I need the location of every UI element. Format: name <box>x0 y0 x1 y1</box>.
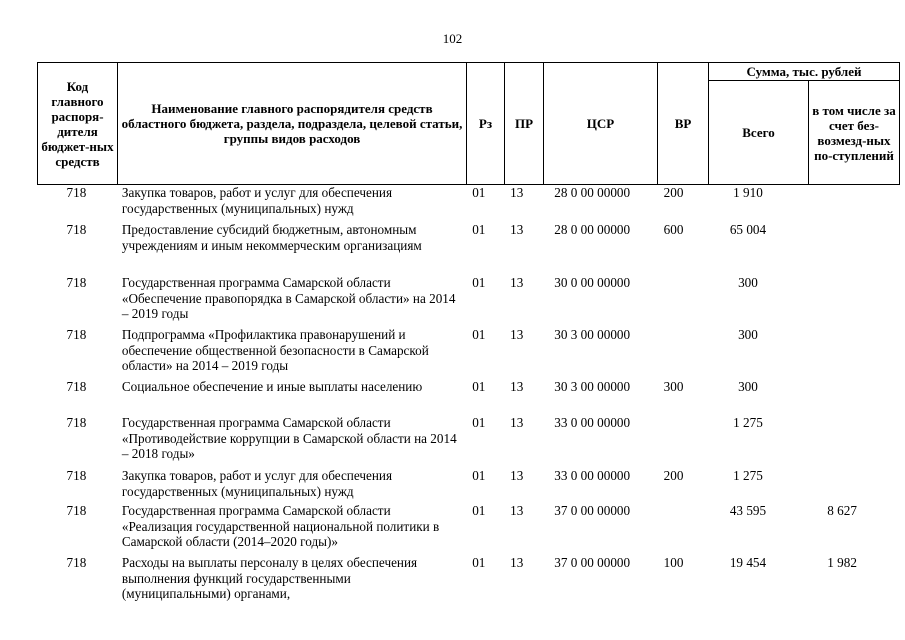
row-name: Закупка товаров, работ и услуг для обеспечения государственных (муниципальных) нужд <box>121 468 393 499</box>
table-row <box>37 327 887 379</box>
row-pr: 13 <box>510 185 524 200</box>
row-free: 1 982 <box>827 555 857 570</box>
table-row <box>37 275 887 327</box>
row-free <box>797 327 887 379</box>
header-rz: Рз <box>467 63 505 185</box>
header-name: Наименование главного распорядителя средств областного бюджета, раздела, подраздела, целевой статьи, группы видов расходов <box>118 63 467 185</box>
row-free <box>797 222 887 275</box>
row-total: 300 <box>738 327 758 342</box>
row-name: Государственная программа Самарской области «Реализация государственной национальной политики в Самарской области (2014–2020 годы)» <box>121 503 440 549</box>
row-rz: 01 <box>472 415 486 430</box>
row-rz: 01 <box>472 327 486 342</box>
row-name: Закупка товаров, работ и услуг для обеспечения государственных (муниципальных) нужд <box>121 185 393 216</box>
row-rz: 01 <box>472 555 486 570</box>
row-csr: 37 0 00 00000 <box>554 555 631 570</box>
row-rz: 01 <box>472 379 486 394</box>
row-free <box>797 415 887 468</box>
table-row <box>37 185 887 222</box>
header-code: Код главного распоря-дителя бюджет-ных средств <box>38 63 118 185</box>
row-code: 718 <box>66 222 87 237</box>
row-free <box>797 275 887 327</box>
row-total: 43 595 <box>729 503 767 518</box>
row-name: Подпрограмма «Профилактика правонарушений и обеспечение общественной безопасности в Самарской области» на 2014 – 2019 годы <box>121 327 429 373</box>
row-free: 8 627 <box>827 503 857 518</box>
row-csr: 28 0 00 00000 <box>554 185 631 200</box>
row-pr: 13 <box>510 327 524 342</box>
row-free <box>797 185 887 222</box>
header-total: Всего <box>709 81 809 185</box>
row-total: 1 275 <box>733 415 763 430</box>
row-csr: 33 0 00 00000 <box>554 468 631 483</box>
header-pr: ПР <box>505 63 544 185</box>
row-vr <box>648 415 698 468</box>
table-row <box>37 503 887 555</box>
row-csr: 30 0 00 00000 <box>554 275 631 290</box>
row-code: 718 <box>66 379 87 394</box>
row-pr: 13 <box>510 468 524 483</box>
header-sum: Сумма, тыс. рублей <box>709 63 900 81</box>
row-total: 65 004 <box>729 222 767 237</box>
header-csr: ЦСР <box>544 63 658 185</box>
row-code: 718 <box>66 327 87 342</box>
row-code: 718 <box>66 415 87 430</box>
row-pr: 13 <box>510 275 524 290</box>
row-total: 19 454 <box>729 555 767 570</box>
row-csr: 37 0 00 00000 <box>554 503 631 518</box>
table-body <box>37 185 887 605</box>
row-total: 1 275 <box>733 468 763 483</box>
row-vr: 100 <box>663 555 684 570</box>
row-total: 1 910 <box>733 185 763 200</box>
table-header <box>37 62 900 185</box>
row-code: 718 <box>66 275 87 290</box>
row-vr: 200 <box>663 468 684 483</box>
row-pr: 13 <box>510 379 524 394</box>
row-name: Расходы на выплаты персоналу в целях обеспечения выполнения функций государственными (муниципальными) органами, <box>121 555 418 601</box>
row-code: 718 <box>66 503 87 518</box>
row-pr: 13 <box>510 222 524 237</box>
row-pr: 13 <box>510 503 524 518</box>
row-free <box>797 379 887 415</box>
row-rz: 01 <box>472 275 486 290</box>
table-row <box>37 379 887 415</box>
row-csr: 30 3 00 00000 <box>554 327 631 342</box>
row-vr <box>648 327 698 379</box>
row-vr: 300 <box>663 379 684 394</box>
table-row <box>37 415 887 468</box>
row-name: Социальное обеспечение и иные выплаты населению <box>121 379 423 394</box>
row-free <box>797 468 887 503</box>
page-number: 102 <box>442 31 463 46</box>
table-row <box>37 555 887 605</box>
row-rz: 01 <box>472 503 486 518</box>
row-rz: 01 <box>472 185 486 200</box>
row-vr: 600 <box>663 222 684 237</box>
row-code: 718 <box>66 185 87 200</box>
row-pr: 13 <box>510 415 524 430</box>
table-row <box>37 468 887 503</box>
row-code: 718 <box>66 468 87 483</box>
table-row <box>37 222 887 275</box>
row-csr: 30 3 00 00000 <box>554 379 631 394</box>
row-name: Государственная программа Самарской области «Обеспечение правопорядка в Самарской области» на 2014 – 2019 годы <box>121 275 456 321</box>
row-total: 300 <box>738 275 758 290</box>
row-rz: 01 <box>472 222 486 237</box>
row-vr <box>648 503 698 555</box>
row-csr: 33 0 00 00000 <box>554 415 631 430</box>
row-name: Государственная программа Самарской области «Противодействие коррупции в Самарской области на 2014 – 2018 годы» <box>121 415 457 461</box>
row-code: 718 <box>66 555 87 570</box>
row-pr: 13 <box>510 555 524 570</box>
header-free: в том числе за счет без-возмезд-ных по-ступлений <box>809 81 900 185</box>
row-total: 300 <box>738 379 758 394</box>
row-vr: 200 <box>663 185 684 200</box>
header-vr: ВР <box>658 63 709 185</box>
row-rz: 01 <box>472 468 486 483</box>
row-vr <box>648 275 698 327</box>
row-csr: 28 0 00 00000 <box>554 222 631 237</box>
row-name: Предоставление субсидий бюджетным, автономным учреждениям и иным некоммерческим организациям <box>121 222 422 253</box>
